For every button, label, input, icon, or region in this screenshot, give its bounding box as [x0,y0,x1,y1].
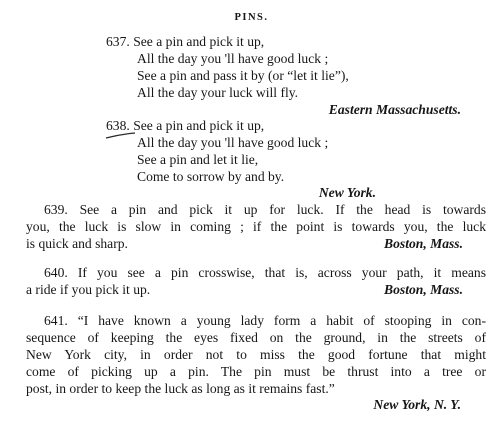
entry-641-line-3: New York city, in order not to miss the good fortune that might [26,347,486,362]
entry-number: 641. [44,313,68,328]
entry-639-line-2: you, the luck is slow in coming ; if the point is towards you, the luck [26,219,486,234]
entry-639-line-1 [44,201,486,218]
entry-641-line-5: post, in order to keep the luck as long as it remains fast.” [26,381,335,396]
entry-637-source: Eastern Massachusetts. [328,102,461,117]
entry-639-line-3: is quick and sharp. [26,236,128,251]
prose-line: If you see a pin crosswise, that is, across your path, it means [77,265,486,280]
entry-637-line-3: See a pin and pass it by (or “let it lie”), [137,68,349,83]
pencil-mark [104,131,138,141]
entry-641-source: New York, N. Y. [373,397,461,412]
page-heading: PINS. [234,12,269,23]
entry-number: 637. [106,34,130,49]
prose-line: “I have known a young lady form a habit of stooping in con- [77,313,486,328]
entry-640-line-1 [44,264,486,281]
entry-641-line-4: come of picking up a pin. The pin must be thrust into a tree or [26,364,486,379]
entry-639-source: Boston, Mass. [384,236,463,251]
verse-line: See a pin and pick it up, [133,34,265,49]
entry-637-line-2: All the day you 'll have good luck ; [137,51,329,66]
entry-638-line-4: Come to sorrow by and by. [137,169,285,184]
entry-641-line-1 [44,312,486,329]
verse-line: See a pin and pick it up, [133,118,265,133]
entry-638-line-3: See a pin and let it lie, [137,152,259,167]
entry-637-line-1 [106,33,264,50]
entry-number: 638. [106,118,130,133]
entry-638-source: New York. [318,185,376,200]
entry-637-line-4: All the day your luck will fly. [137,85,299,100]
prose-line: See a pin and pick it up for luck. If the head is towards [79,202,486,217]
entry-641-line-2: sequence of keeping the eyes fixed on the ground, in the streets of [26,330,486,345]
entry-number: 639. [44,202,68,217]
entry-640-source: Boston, Mass. [384,282,463,297]
entry-640-line-2: a ride if you pick it up. [26,282,151,297]
entry-number: 640. [44,265,68,280]
entry-638-line-2: All the day you 'll have good luck ; [137,135,329,150]
